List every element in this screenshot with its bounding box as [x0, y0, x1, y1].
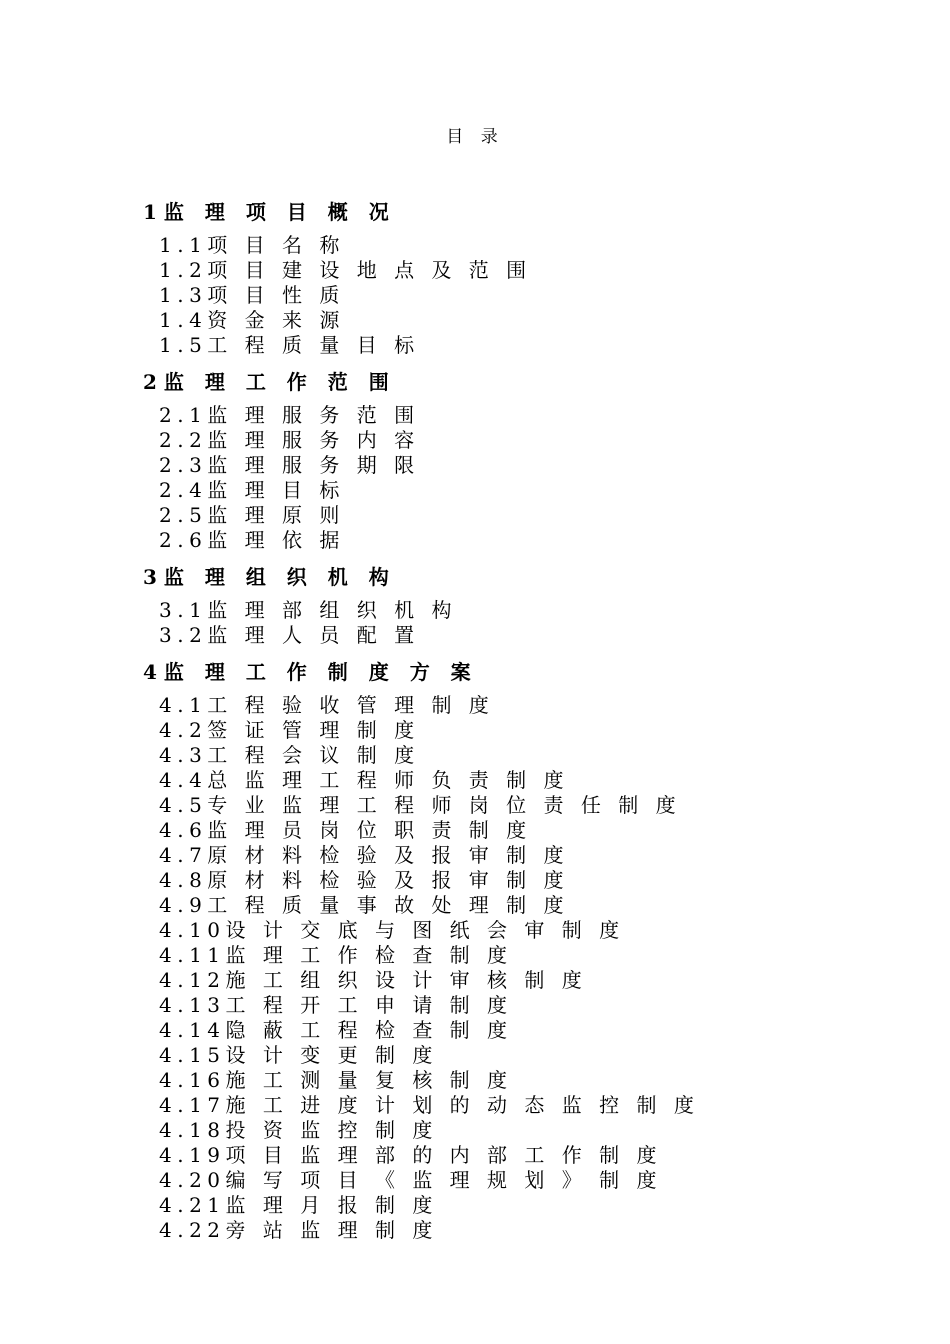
toc-item[interactable]: 4.17施 工 进 度 计 划 的 动 态 监 控 制 度 — [159, 1093, 700, 1117]
toc-item[interactable]: 4.13工 程 开 工 申 请 制 度 — [159, 993, 513, 1017]
toc-item[interactable]: 4.18投 资 监 控 制 度 — [159, 1118, 438, 1142]
toc-item[interactable]: 1.5工 程 质 量 目 标 — [159, 333, 420, 357]
toc-item[interactable]: 4.8原 材 料 检 验 及 报 审 制 度 — [159, 868, 570, 892]
toc-item[interactable]: 4.5专 业 监 理 工 程 师 岗 位 责 任 制 度 — [159, 793, 682, 817]
toc-item[interactable]: 4.9工 程 质 量 事 故 处 理 制 度 — [159, 893, 570, 917]
toc-item[interactable]: 1.2项 目 建 设 地 点 及 范 围 — [159, 258, 532, 282]
toc-item[interactable]: 4.10设 计 交 底 与 图 纸 会 审 制 度 — [159, 918, 625, 942]
toc-item[interactable]: 4.14隐 蔽 工 程 检 查 制 度 — [159, 1018, 513, 1042]
toc-item[interactable]: 4.15设 计 变 更 制 度 — [159, 1043, 438, 1067]
toc-item[interactable]: 4.22旁 站 监 理 制 度 — [159, 1218, 438, 1242]
toc-item[interactable]: 1.3项 目 性 质 — [159, 283, 345, 307]
toc-chapter-heading[interactable]: 2监 理 工 作 范 围 — [143, 370, 396, 394]
toc-item[interactable]: 4.4总 监 理 工 程 师 负 责 制 度 — [159, 768, 570, 792]
toc-item[interactable]: 2.1监 理 服 务 范 围 — [159, 403, 420, 427]
toc-item[interactable]: 4.7原 材 料 检 验 及 报 审 制 度 — [159, 843, 570, 867]
toc-chapter-heading[interactable]: 3监 理 组 织 机 构 — [143, 565, 396, 589]
page-title: 目 录 — [446, 127, 504, 147]
toc-chapter-heading[interactable]: 1监 理 项 目 概 况 — [143, 200, 396, 224]
toc-item[interactable]: 4.19项 目 监 理 部 的 内 部 工 作 制 度 — [159, 1143, 662, 1167]
toc-item[interactable]: 4.2签 证 管 理 制 度 — [159, 718, 420, 742]
toc-item[interactable]: 2.4监 理 目 标 — [159, 478, 345, 502]
toc-item[interactable]: 4.6监 理 员 岗 位 职 责 制 度 — [159, 818, 532, 842]
toc-item[interactable]: 4.21监 理 月 报 制 度 — [159, 1193, 438, 1217]
toc-item[interactable]: 4.11监 理 工 作 检 查 制 度 — [159, 943, 513, 967]
toc-item[interactable]: 2.3监 理 服 务 期 限 — [159, 453, 420, 477]
toc-item[interactable]: 4.1工 程 验 收 管 理 制 度 — [159, 693, 495, 717]
toc-item[interactable]: 4.20编 写 项 目 《 监 理 规 划 》 制 度 — [159, 1168, 662, 1192]
toc-item[interactable]: 4.12施 工 组 织 设 计 审 核 制 度 — [159, 968, 588, 992]
toc-item[interactable]: 2.6监 理 依 据 — [159, 528, 345, 552]
toc-item[interactable]: 3.2监 理 人 员 配 置 — [159, 623, 420, 647]
toc-item[interactable]: 4.16施 工 测 量 复 核 制 度 — [159, 1068, 513, 1092]
table-of-contents — [143, 197, 923, 1243]
toc-item[interactable]: 1.1项 目 名 称 — [159, 233, 345, 257]
toc-chapter-heading[interactable]: 4监 理 工 作 制 度 方 案 — [143, 660, 478, 684]
toc-item[interactable]: 3.1监 理 部 组 织 机 构 — [159, 598, 457, 622]
toc-item[interactable]: 2.2监 理 服 务 内 容 — [159, 428, 420, 452]
toc-item[interactable]: 2.5监 理 原 则 — [159, 503, 345, 527]
toc-item[interactable]: 1.4资 金 来 源 — [159, 308, 345, 332]
toc-item[interactable]: 4.3工 程 会 议 制 度 — [159, 743, 420, 767]
